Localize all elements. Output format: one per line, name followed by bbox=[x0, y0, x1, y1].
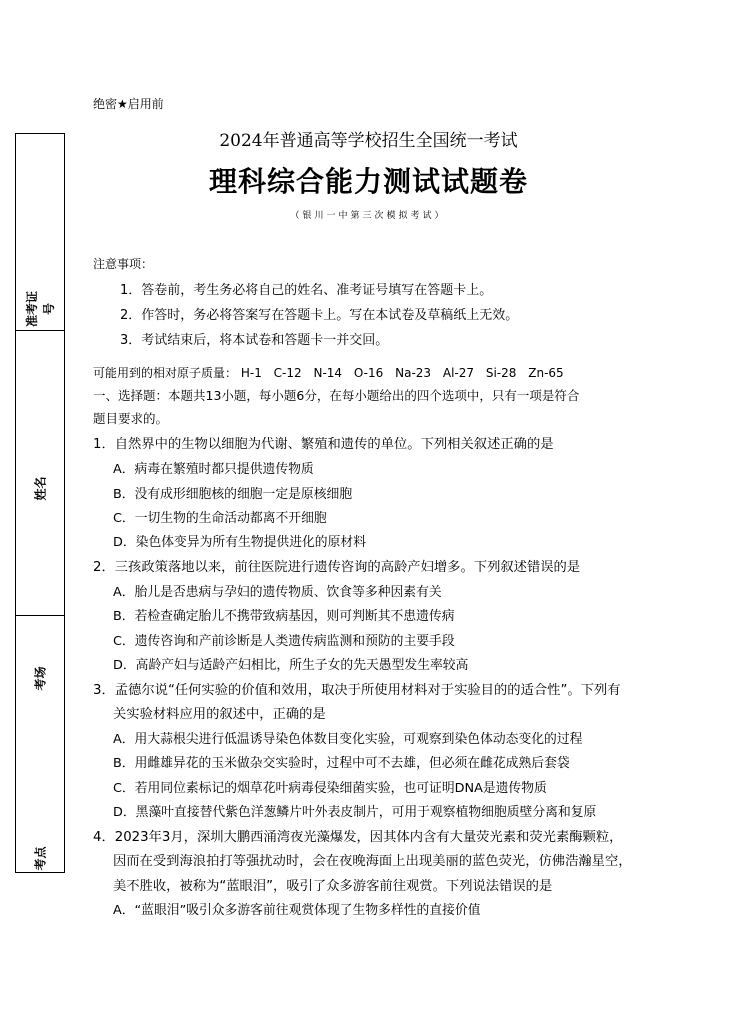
atomic-masses-label: 可能用到的相对原子质量： bbox=[93, 366, 238, 380]
question-stem: 因而在受到海浪拍打等强扰动时，会在夜晚海面上出现美丽的蓝色荧光，仿佛浩瀚星空， bbox=[113, 854, 632, 869]
question-stem: 关实验材料应用的叙述中，正确的是 bbox=[113, 707, 326, 722]
exam-id-label: 准考证号 bbox=[25, 290, 56, 327]
question-option: B．用雌雄异花的玉米做杂交实验时，过程中可不去雄，但必须在雌花成熟后套袋 bbox=[113, 756, 570, 771]
paper-title: 理科综合能力测试试题卷 bbox=[208, 165, 528, 198]
question-option: C．一切生物的生命活动都离不开细胞 bbox=[113, 511, 327, 526]
paper-subtitle: （银川一中第三次模拟考试） bbox=[290, 211, 447, 221]
question-stem: 美不胜收，被称为“蓝眼泪”，吸引了众多游客前往观赏。下列说法错误的是 bbox=[113, 879, 553, 894]
atomic-mass: C-12 bbox=[273, 366, 302, 380]
name-label: 姓名 bbox=[33, 476, 48, 501]
notice-item: 1．答卷前，考生务必将自己的姓名、准考证号填写在答题卡上。 bbox=[120, 283, 493, 298]
section-instructions: 题目要求的。 bbox=[93, 411, 169, 426]
atomic-mass: H-1 bbox=[240, 366, 262, 380]
question-option: D．高龄产妇与适龄产妇相比，所生子女的先天愚型发生率较高 bbox=[113, 658, 469, 673]
atomic-mass: N-14 bbox=[313, 366, 343, 380]
question-option: C．遗传咨询和产前诊断是人类遗传病监测和预防的主要手段 bbox=[113, 634, 455, 649]
question-option: C．若用同位素标记的烟草花叶病毒侵染细菌实验，也可证明DNA是遗传物质 bbox=[113, 781, 547, 796]
question-stem: 2．三孩政策落地以来，前往医院进行遗传咨询的高龄产妇增多。下列叙述错误的是 bbox=[93, 560, 581, 575]
question-option: B．若检查确定胎儿不携带致病基因，则可判断其不患遗传病 bbox=[113, 609, 455, 624]
atomic-mass: Si-28 bbox=[485, 366, 517, 380]
notice-item: 2．作答时，务必将答案写在答题卡上。写在本试卷及草稿纸上无效。 bbox=[120, 308, 519, 323]
atomic-mass: Zn-65 bbox=[528, 366, 564, 380]
notice-heading: 注意事项： bbox=[93, 257, 154, 271]
strip-divider bbox=[15, 615, 65, 616]
question-stem: 1．自然界中的生物以细胞为代谢、繁殖和遗传的单位。下列相关叙述正确的是 bbox=[93, 437, 554, 452]
exam-site-label: 考点 bbox=[33, 846, 48, 871]
question-option: A．病毒在繁殖时都只提供遗传物质 bbox=[113, 462, 314, 477]
exam-room-label: 考场 bbox=[33, 666, 48, 691]
question-option: A．胎儿是否患病与孕妇的遗传物质、饮食等多种因素有关 bbox=[113, 585, 442, 600]
atomic-mass: Al-27 bbox=[442, 366, 475, 380]
atomic-mass: Na-23 bbox=[395, 366, 432, 380]
question-option: D．染色体变异为所有生物提供进化的原材料 bbox=[113, 535, 366, 550]
question-option: A．用大蒜根尖进行低温诱导染色体数目变化实验，可观察到染色体动态变化的过程 bbox=[113, 732, 583, 747]
section-instructions: 一、选择题：本题共13小题，每小题6分，在每小题给出的四个选项中，只有一项是符合 bbox=[93, 388, 580, 403]
secret-mark: 绝密★启用前 bbox=[93, 97, 164, 111]
question-option: A．“蓝眼泪”吸引众多游客前往观赏体现了生物多样性的直接价值 bbox=[113, 903, 481, 918]
notice-item: 3．考试结束后，将本试卷和答题卡一并交回。 bbox=[120, 333, 389, 348]
question-option: D．黑藻叶直接替代紫色洋葱鳞片叶外表皮制片，可用于观察植物细胞质壁分离和复原 bbox=[113, 805, 597, 820]
question-stem: 3．孟德尔说“任何实验的价值和效用，取决于所使用材料对于实验目的的适合性”。下列有 bbox=[93, 683, 621, 698]
question-option: B．没有成形细胞核的细胞一定是原核细胞 bbox=[113, 487, 353, 502]
question-stem: 4．2023年3月，深圳大鹏西涌湾夜光藻爆发，因其体内含有大量荧光素和荧光素酶颗粒， bbox=[93, 830, 623, 845]
atomic-masses bbox=[93, 364, 572, 381]
atomic-mass: O-16 bbox=[353, 366, 384, 380]
exam-title: 2024年普通高等学校招生全国统一考试 bbox=[219, 131, 518, 151]
strip-divider bbox=[15, 330, 65, 331]
